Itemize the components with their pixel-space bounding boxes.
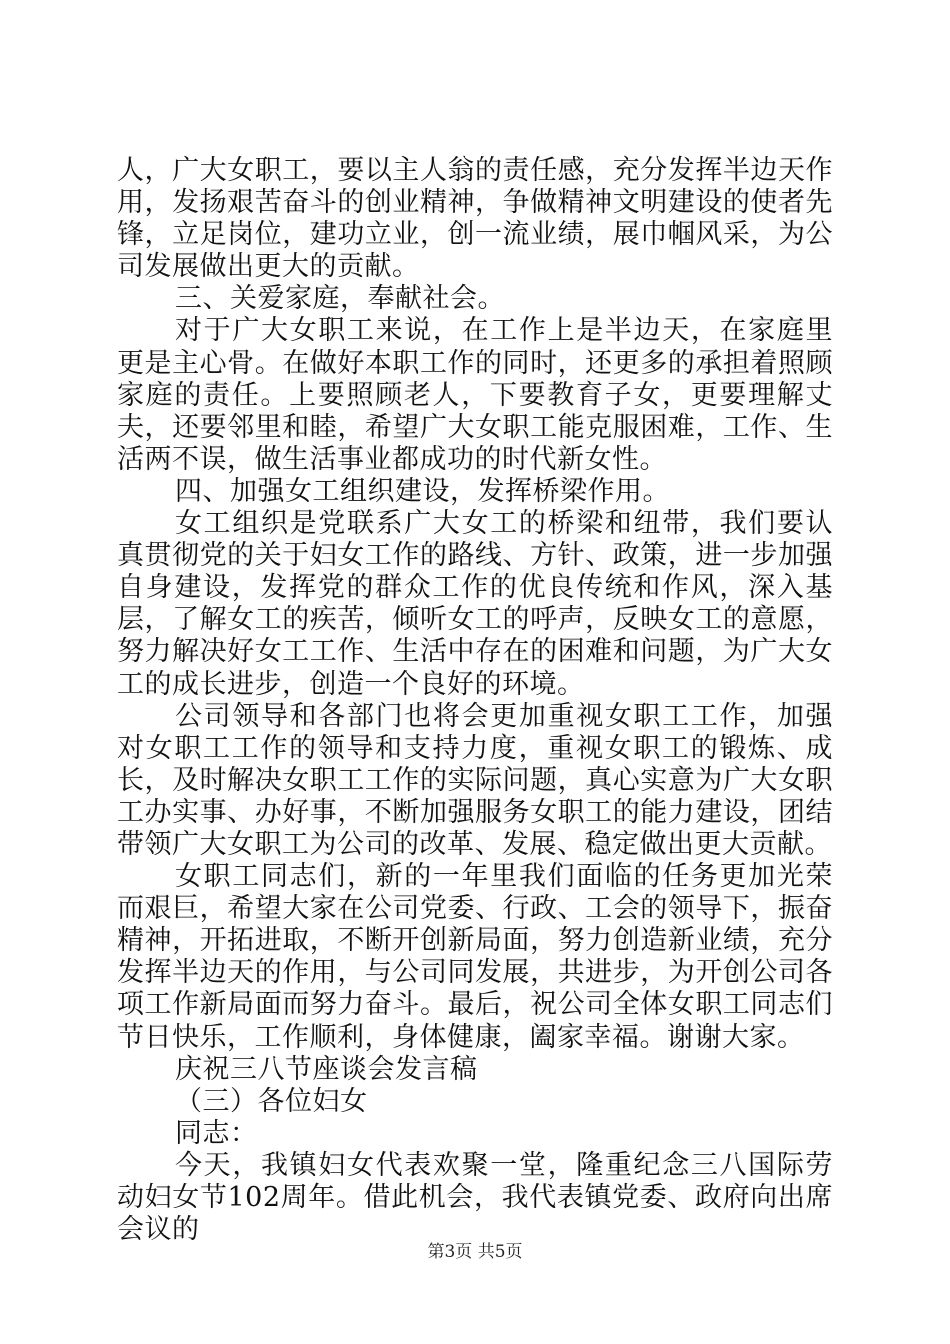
speech-title: 庆祝三八节座谈会发言稿 — [175, 1053, 478, 1085]
document-body — [117, 155, 833, 1246]
paragraph-leadership: 公司领导和各部门也将会更加重视女职工工作，加强对女职工工作的领导和支持力度，重视女职工的锻炼、成长，及时解决女职工工作的实际问题，真心实意为广大女职工办实事、办好事，不断加强服务女职工的能力建设，团结带领广大女职工为公司的改革、发展、稳定做出更大贡献。 — [117, 700, 833, 860]
paragraph-continuation: 人，广大女职工，要以主人翁的责任感，充分发挥半边天作用，发扬艰苦奋斗的创业精神，争做精神文明建设的使者先锋，立足岗位，建功立业，创一流业绩，展巾帼风采，为公司发展做出更大的贡献。 — [117, 155, 833, 283]
paragraph-speech-opening: 今天，我镇妇女代表欢聚一堂，隆重纪念三八国际劳动妇女节102周年。借此机会，我代表镇党委、政府向出席会议的 — [117, 1149, 833, 1246]
paragraph-family: 对于广大女职工来说，在工作上是半边天，在家庭里更是主心骨。在做好本职工作的同时，还更多的承担着照顾家庭的责任。上要照顾老人，下要教育子女，更要理解丈夫，还要邻里和睦，希望广大女职工能克服困难，工作、生活两不误，做生活事业都成功的时代新女性。 — [117, 315, 833, 475]
section-heading-4: 四、加强女工组织建设，发挥桥梁作用。 — [175, 475, 670, 507]
section-heading-3: 三、关爱家庭，奉献社会。 — [175, 283, 505, 315]
paragraph-closing: 女职工同志们，新的一年里我们面临的任务更加光荣而艰巨，希望大家在公司党委、行政、工会的领导下，振奋精神，开拓进取，不断开创新局面，努力创造新业绩，充分发挥半边天的作用，与公司同发展，共进步，为开创公司各项工作新局面而努力奋斗。最后，祝公司全体女职工同志们节日快乐，工作顺利，身体健康，阖家幸福。谢谢大家。 — [117, 861, 833, 1053]
page-number-footer: 第3页 共5页 — [427, 1242, 523, 1262]
speech-salutation: 同志： — [175, 1117, 258, 1149]
paragraph-organization: 女工组织是党联系广大女工的桥梁和纽带，我们要认真贯彻党的关于妇女工作的路线、方针、政策，进一步加强自身建设，发挥党的群众工作的优良传统和作风，深入基层，了解女工的疾苦，倾听女工的呼声，反映女工的意愿，努力解决好女工工作、生活中存在的困难和问题，为广大女工的成长进步，创造一个良好的环境。 — [117, 508, 833, 700]
speech-section-label: （三）各位妇女 — [175, 1085, 368, 1117]
